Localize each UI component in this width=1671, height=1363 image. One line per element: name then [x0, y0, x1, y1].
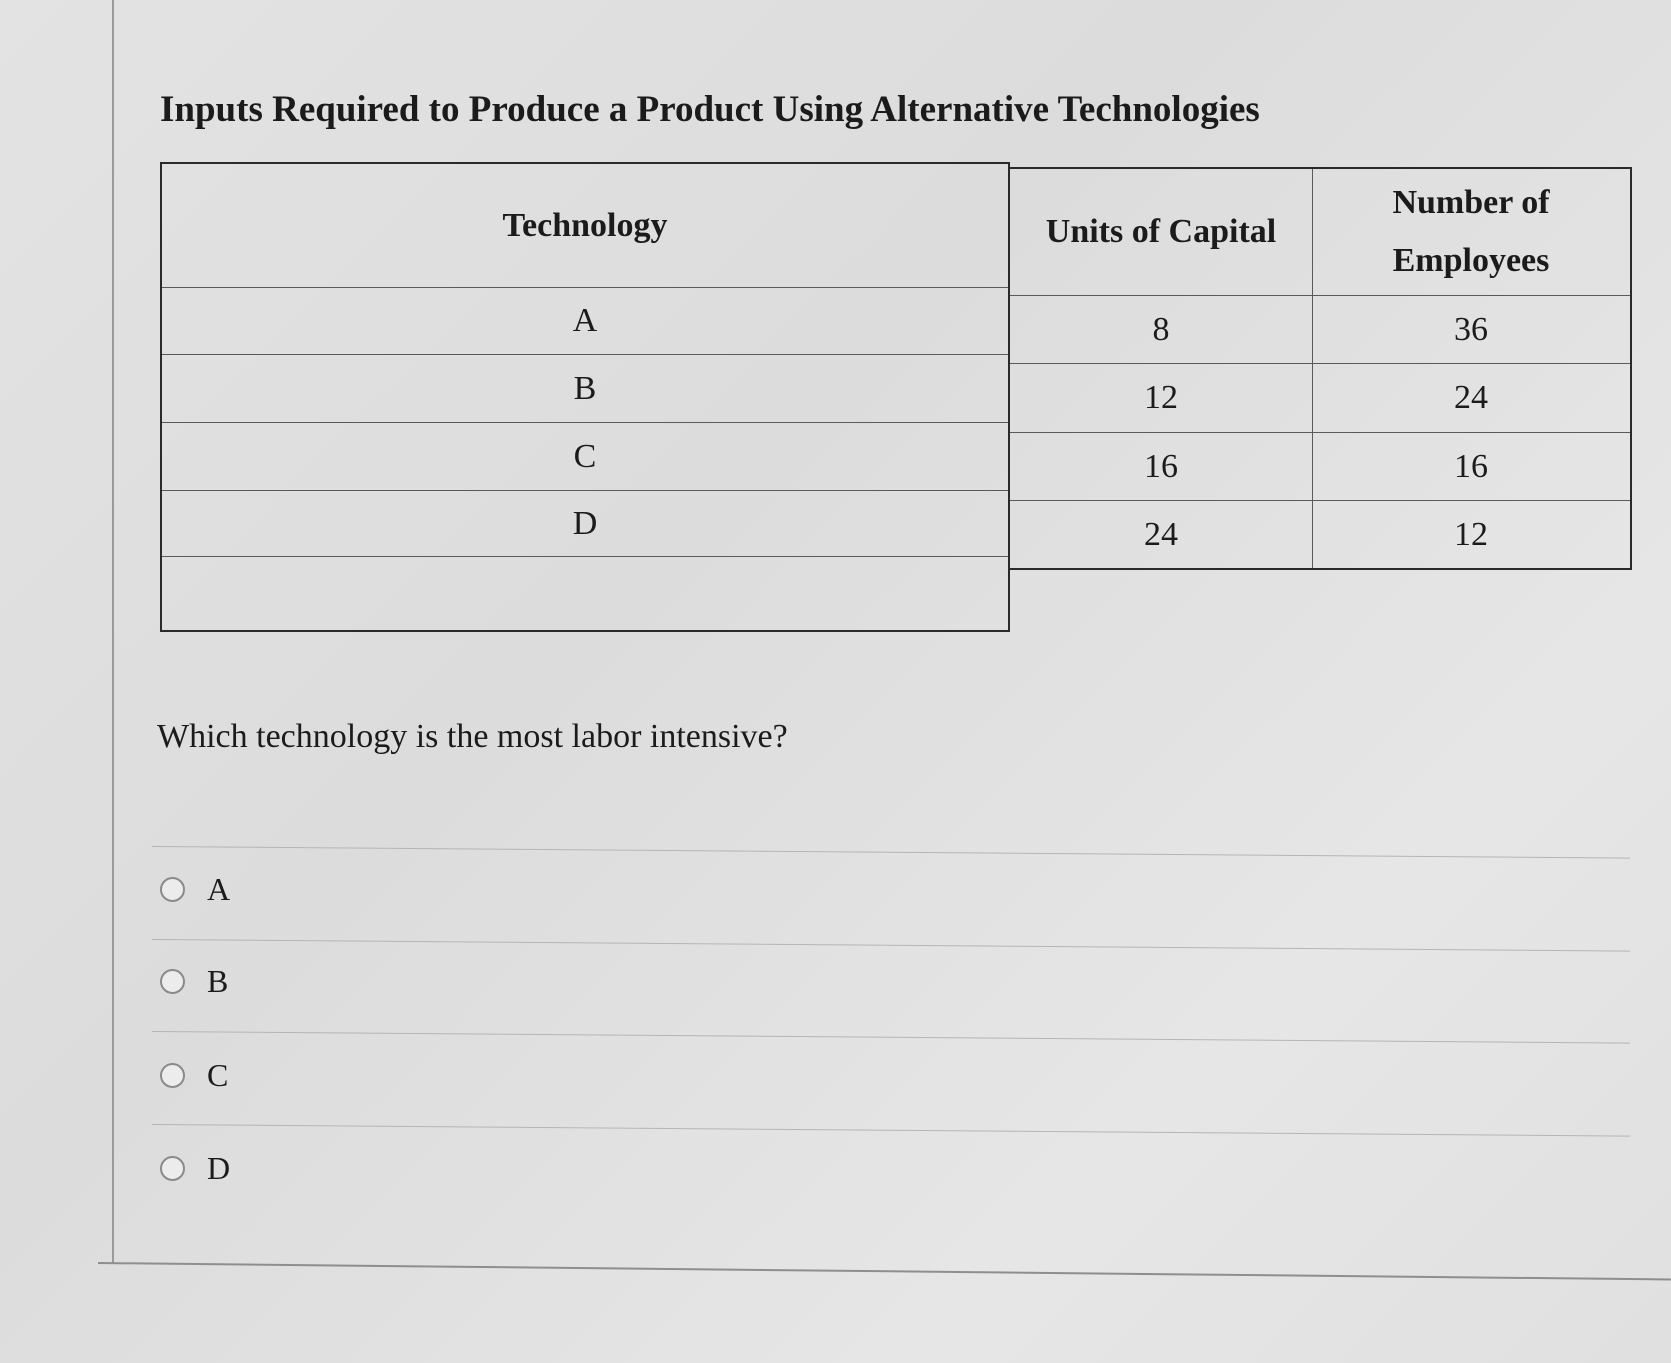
cell-employees: 24 — [1454, 379, 1488, 416]
radio-button[interactable] — [160, 877, 185, 902]
cell-capital: 12 — [1144, 379, 1178, 416]
table-header-row — [162, 164, 1008, 288]
table-row — [1010, 296, 1630, 364]
radio-button[interactable] — [160, 1156, 185, 1181]
option-separator — [152, 939, 1630, 952]
table-header-row — [1010, 169, 1630, 296]
header-units-of-capital: Units of Capital — [1045, 213, 1277, 250]
radio-button[interactable] — [160, 969, 185, 994]
cell-employees: 12 — [1454, 515, 1488, 553]
table-empty-row — [162, 557, 1008, 630]
inputs-table — [1010, 167, 1632, 570]
option-separator — [152, 846, 1630, 859]
table-row — [162, 288, 1008, 355]
option-label: A — [207, 870, 231, 907]
header-employees-line2: Employees — [1392, 242, 1550, 279]
option-separator — [152, 1124, 1630, 1137]
question-text: Which technology is the most labor intensive? — [157, 718, 788, 755]
header-number-of-employees — [1312, 169, 1630, 295]
option-label: B — [207, 962, 229, 999]
cell-employees: 36 — [1454, 310, 1488, 348]
option-d[interactable] — [160, 1148, 230, 1188]
option-a[interactable] — [160, 869, 230, 909]
option-separator — [152, 1031, 1630, 1044]
option-label: D — [207, 1149, 231, 1186]
option-c[interactable] — [160, 1055, 228, 1095]
table-row — [1010, 501, 1630, 568]
cell-capital: 16 — [1144, 447, 1178, 485]
radio-button[interactable] — [160, 1063, 185, 1088]
table-row — [1010, 364, 1630, 433]
option-b[interactable] — [160, 961, 228, 1001]
cell-technology: B — [573, 369, 597, 407]
page-left-border — [112, 0, 114, 1263]
cell-capital: 8 — [1152, 310, 1170, 348]
table-row — [162, 491, 1008, 557]
cell-technology: A — [572, 302, 598, 339]
page-bottom-border — [98, 1262, 1671, 1280]
option-label: C — [207, 1056, 229, 1093]
header-technology: Technology — [502, 206, 668, 244]
table-row — [1010, 433, 1630, 501]
technology-table — [160, 162, 1010, 632]
cell-employees: 16 — [1454, 447, 1488, 485]
cell-technology: C — [573, 437, 597, 475]
table-row — [162, 423, 1008, 491]
header-employees-line1: Number of — [1392, 184, 1550, 221]
table-row — [162, 355, 1008, 423]
page-title: Inputs Required to Produce a Product Using Alternative Technologies — [160, 89, 1260, 130]
cell-capital: 24 — [1144, 515, 1178, 553]
cell-technology: D — [572, 504, 598, 542]
